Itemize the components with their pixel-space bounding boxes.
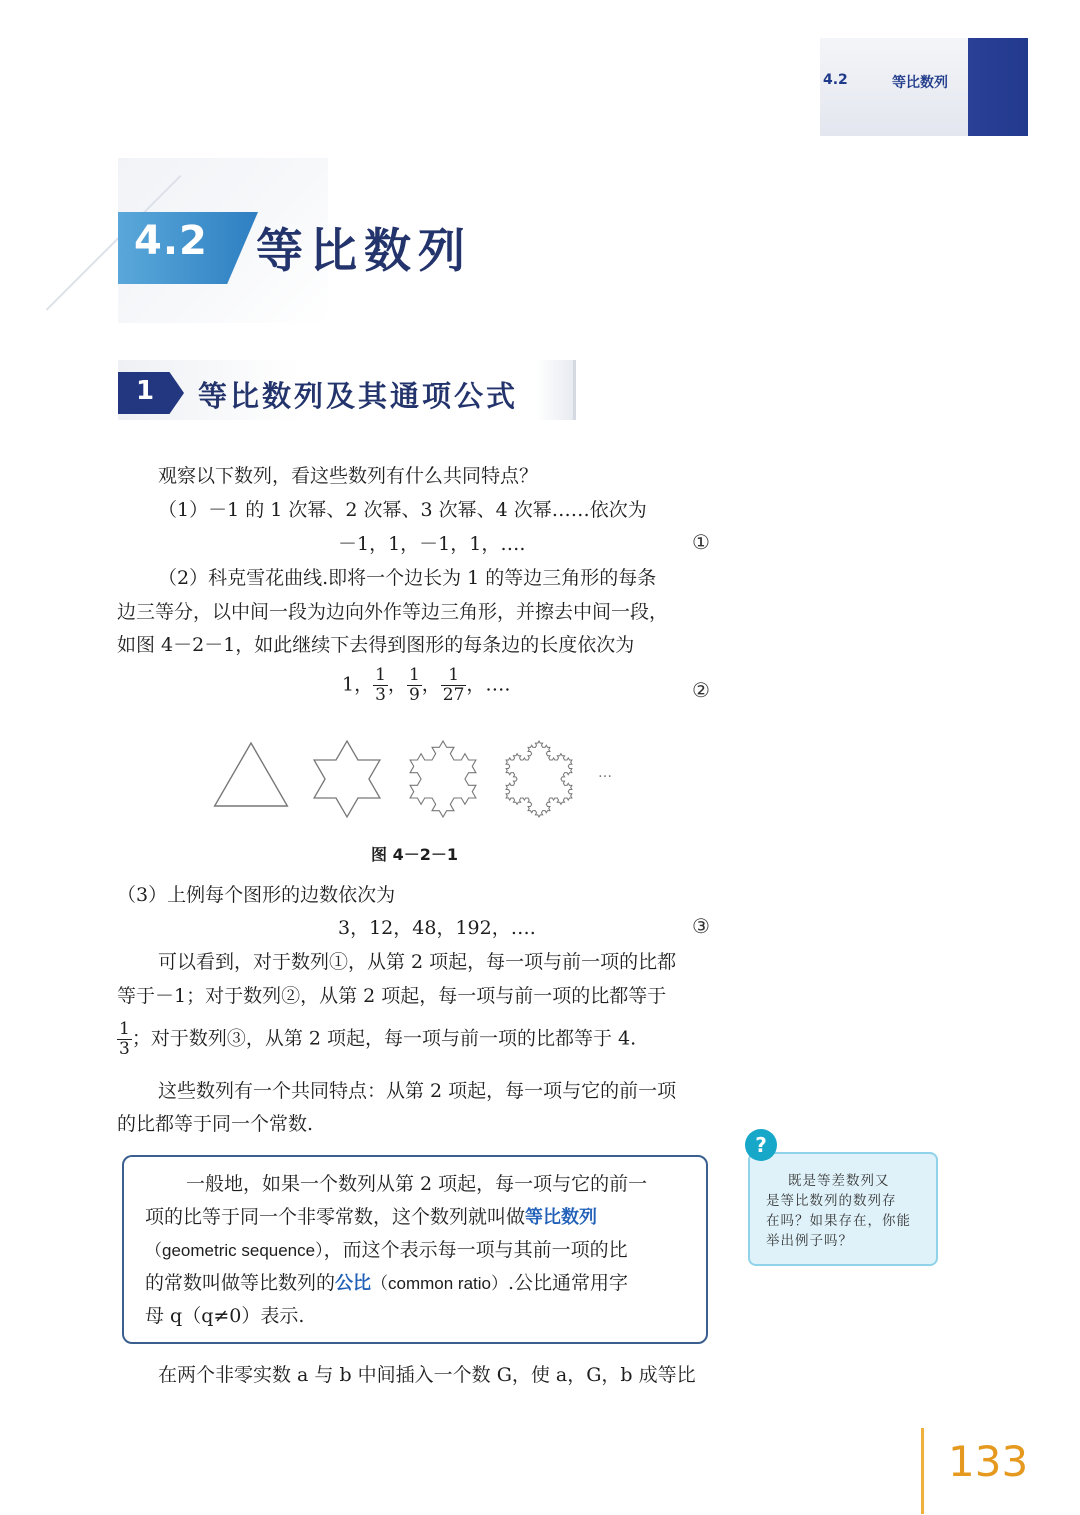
definition-line-4: 的常数叫做等比数列的公比（common ratio）.公比通常用字	[145, 1272, 629, 1294]
fraction-one-ninth: $\frac{1}{9}$	[408, 665, 420, 705]
chapter-title: 等比数列	[256, 224, 472, 279]
fraction-one-third: $\frac{1}{3}$	[375, 665, 386, 705]
fraction-one-third-ratio: $\frac{1}{3}$	[119, 1019, 130, 1059]
term-geometric-sequence: 等比数列	[525, 1207, 598, 1228]
body-item-2-line-2: 边三等分，以中间一段为边向外作等边三角形，并擦去中间一段，	[117, 601, 669, 623]
figure-ellipsis: …	[598, 765, 612, 781]
koch-snowflake-figure	[205, 735, 625, 823]
sequence-2-marker: ②	[692, 678, 710, 702]
koch-stage-1	[314, 741, 380, 817]
definition-line-3: （geometric sequence），而这个表示每一项与其前一项的比	[145, 1239, 628, 1261]
paragraph-1-line-1: 可以看到，对于数列①，从第 2 项起，每一项与前一项的比都	[158, 951, 677, 973]
section-title: 等比数列及其通项公式	[198, 379, 519, 413]
body-item-2-line-3: 如图 4－2－1，如此继续下去得到图形的每条边的长度依次为	[117, 634, 635, 656]
body-item-2-line-1: （2）科克雪花曲线.即将一个边长为 1 的等边三角形的每条	[158, 567, 657, 589]
body-last-line: 在两个非零实数 a 与 b 中间插入一个数 G，使 a，G，b 成等比	[158, 1364, 696, 1386]
body-intro: 观察以下数列，看这些数列有什么共同特点？	[158, 465, 539, 487]
sequence-2-first-term: 1，	[342, 673, 374, 696]
sequence-2: 1， $\frac{1}{3}$ ， $\frac{1}{9}$ ， $\frac{1}{27}$ ，….	[342, 665, 511, 705]
sequence-3-marker: ③	[692, 914, 710, 938]
body-item-3: （3）上例每个图形的边数依次为	[117, 884, 396, 906]
section-number: 1	[136, 376, 155, 406]
question-icon: ?	[745, 1129, 777, 1161]
page-number-rule	[921, 1428, 924, 1514]
definition-line-1: 一般地，如果一个数列从第 2 项起，每一项与它的前一	[186, 1173, 648, 1195]
paragraph-2-line-1: 这些数列有一个共同特点：从第 2 项起，每一项与它的前一项	[158, 1080, 677, 1102]
header-section-title: 等比数列	[892, 75, 948, 91]
side-note-line-1: 既是等差数列又	[788, 1173, 890, 1189]
side-note-line-4: 举出例子吗？	[766, 1233, 853, 1249]
paragraph-1-line-3: $\frac{1}{3}$ ；对于数列③，从第 2 项起，每一项与前一项的比都等于 4.	[119, 1019, 637, 1059]
paragraph-1-line-2: 等于－1；对于数列②，从第 2 项起，每一项与前一项的比都等于	[117, 985, 667, 1007]
figure-caption: 图 4－2－1	[371, 845, 458, 864]
definition-line-2: 项的比等于同一个非零常数，这个数列就叫做等比数列	[145, 1206, 598, 1228]
body-item-1: （1）－1 的 1 次幂、2 次幂、3 次幂、4 次幂……依次为	[158, 499, 647, 521]
sequence-1-marker: ①	[692, 530, 710, 554]
koch-stage-0	[215, 743, 288, 806]
koch-stage-2	[410, 741, 476, 817]
page-number: 133	[948, 1437, 1029, 1486]
term-common-ratio: 公比	[335, 1273, 372, 1294]
header-blue-bar	[968, 38, 1028, 136]
definition-line-5: 母 q（q≠0）表示.	[145, 1305, 305, 1327]
chapter-number: 4.2	[134, 218, 208, 264]
koch-stage-3	[506, 741, 572, 817]
fraction-one-twenty-seventh: $\frac{1}{27}$	[442, 665, 465, 705]
side-note-line-3: 在吗？如果存在，你能	[766, 1213, 911, 1229]
sequence-1: －1，1，－1，1，….	[338, 533, 526, 555]
sequence-3: 3，12，48，192，….	[338, 917, 536, 939]
paragraph-2-line-2: 的比都等于同一个常数.	[117, 1113, 314, 1135]
header-section-number: 4.2	[823, 72, 848, 88]
side-note-line-2: 是等比数列的数列存	[766, 1193, 897, 1209]
